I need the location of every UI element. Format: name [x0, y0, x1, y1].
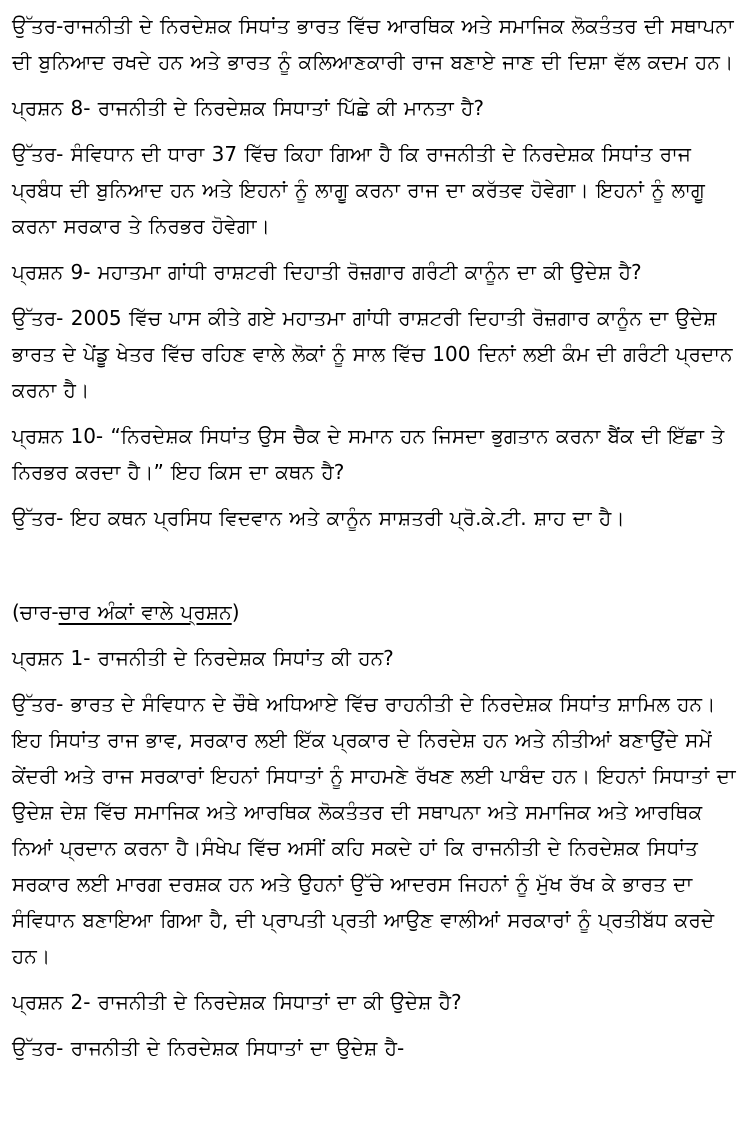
- answer-1: ਉੱਤਰ- ਭਾਰਤ ਦੇ ਸੰਵਿਧਾਨ ਦੇ ਚੌਥੇ ਅਧਿਆਏ ਵਿੱਚ ਰਾਹਨੀਤੀ ਦੇ ਨਿਰਦੇਸ਼ਕ ਸਿਧਾਂਤ ਸ਼ਾਮਿਲ ਹਨ। ਇਹ ਸਿਧਾਂਤ ਰਾਜ ਭਾਵ, ਸਰਕਾਰ ਲਈ ਇੱਕ ਪ੍ਰਕਾਰ ਦੇ ਨਿਰਦੇਸ਼ ਹਨ ਅਤੇ ਨੀਤੀਆਂ ਬਣਾਉਂਦੇ ਸਮੇਂ ਕੇਂਦਰੀ ਅਤੇ ਰਾਜ ਸਰਕਾਰਾਂ ਇਹਨਾਂ ਸਿਧਾਤਾਂ ਨੂੰ ਸਾਹਮਣੇ ਰੱਖਣ ਲਈ ਪਾਬੰਦ ਹਨ। ਇਹਨਾਂ ਸਿਧਾਤਾਂ ਦਾ ਉਦੇਸ਼ ਦੇਸ਼ ਵਿੱਚ ਸਮਾਜਿਕ ਅਤੇ ਆਰਥਿਕ ਲੋਕਤੰਤਰ ਦੀ ਸਥਾਪਨਾ ਅਤੇ ਸਮਾਜਿਕ ਅਤੇ ਆਰਥਿਕ ਨਿਆਂ ਪ੍ਰਦਾਨ ਕਰਨਾ ਹੈ।ਸੰਖੇਪ ਵਿੱਚ ਅਸੀਂ ਕਹਿ ਸਕਦੇ ਹਾਂ ਕਿ ਰਾਜਨੀਤੀ ਦੇ ਨਿਰਦੇਸ਼ਕ ਸਿਧਾਂਤ ਸਰਕਾਰ ਲਈ ਮਾਰਗ ਦਰਸ਼ਕ ਹਨ ਅਤੇ ਉਹਨਾਂ ਉੱਚੇ ਆਦਰਸ ਜਿਹਨਾਂ ਨੂੰ ਮੁੱਖ ਰੱਖ ਕੇ ਭਾਰਤ ਦਾ ਸੰਵਿਧਾਨ ਬਣਾਇਆ ਗਿਆ ਹੈ, ਦੀ ਪ੍ਰਾਪਤੀ ਪ੍ਰਤੀ ਆਉਣ ਵਾਲੀਆਂ ਸਰਕਾਰਾਂ ਨੂੰ ਪ੍ਰਤੀਬੱਧ ਕਰਦੇ ਹਨ।: [12, 692, 736, 968]
- section-heading-prefix: (ਚਾਰ-: [12, 600, 59, 624]
- answer-9: ਉੱਤਰ- 2005 ਵਿੱਚ ਪਾਸ ਕੀਤੇ ਗਏ ਮਹਾਤਮਾ ਗਾਂਧੀ ਰਾਸ਼ਟਰੀ ਦਿਹਾਤੀ ਰੋਜ਼ਗਾਰ ਕਾਨੂੰਨ ਦਾ ਉਦੇਸ਼ ਭਾਰਤ ਦੇ ਪੇਂਡੂ ਖੇਤਰ ਵਿੱਚ ਰਹਿਣ ਵਾਲੇ ਲੋਕਾਂ ਨੂੰ ਸਾਲ ਵਿੱਚ 100 ਦਿਨਾਂ ਲਈ ਕੰਮ ਦੀ ਗਰੰਟੀ ਪ੍ਰਦਾਨ ਕਰਨਾ ਹੈ।: [12, 306, 733, 402]
- section-heading-underlined: ਚਾਰ ਅੰਕਾਂ ਵਾਲੇ ਪ੍ਰਸ਼ਨ: [58, 600, 232, 624]
- section-heading-suffix: ): [231, 600, 240, 624]
- answer-10: ਉੱਤਰ- ਇਹ ਕਥਨ ਪ੍ਰਸਿਧ ਵਿਦਵਾਨ ਅਤੇ ਕਾਨੂੰਨ ਸਾਸ਼ਤਰੀ ਪ੍ਰੋ.ਕੇ.ਟੀ. ਸ਼ਾਹ ਦਾ ਹੈ।: [12, 506, 625, 530]
- answer-2: ਉੱਤਰ- ਰਾਜਨੀਤੀ ਦੇ ਨਿਰਦੇਸ਼ਕ ਸਿਧਾਤਾਂ ਦਾ ਉਦੇਸ਼ ਹੈ-: [12, 1036, 405, 1060]
- question-9: ਪ੍ਰਸ਼ਨ 9- ਮਹਾਤਮਾ ਗਾਂਧੀ ਰਾਸ਼ਟਰੀ ਦਿਹਾਤੀ ਰੋਜ਼ਗਾਰ ਗਰੰਟੀ ਕਾਨੂੰਨ ਦਾ ਕੀ ਉਦੇਸ਼ ਹੈ?: [12, 260, 642, 284]
- question-2: ਪ੍ਰਸ਼ਨ 2- ਰਾਜਨੀਤੀ ਦੇ ਨਿਰਦੇਸ਼ਕ ਸਿਧਾਤਾਂ ਦਾ ਕੀ ਉਦੇਸ਼ ਹੈ?: [12, 990, 462, 1014]
- answer-7-continued: ਉੱਤਰ-ਰਾਜਨੀਤੀ ਦੇ ਨਿਰਦੇਸ਼ਕ ਸਿਧਾਂਤ ਭਾਰਤ ਵਿੱਚ ਆਰਥਿਕ ਅਤੇ ਸਮਾਜਿਕ ਲੋਕਤੰਤਰ ਦੀ ਸਥਾਪਨਾ ਦੀ ਬੁਨਿਆਦ ਰਖਦੇ ਹਨ ਅਤੇ ਭਾਰਤ ਨੂੰ ਕਲਿਆਣਕਾਰੀ ਰਾਜ ਬਣਾਏ ਜਾਣ ਦੀ ਦਿਸ਼ਾ ਵੱਲ ਕਦਮ ਹਨ।: [12, 14, 734, 74]
- question-8: ਪ੍ਰਸ਼ਨ 8- ਰਾਜਨੀਤੀ ਦੇ ਨਿਰਦੇਸ਼ਕ ਸਿਧਾਤਾਂ ਪਿੱਛੇ ਕੀ ਮਾਨਤਾ ਹੈ?: [12, 96, 485, 120]
- question-10: ਪ੍ਰਸ਼ਨ 10- “ਨਿਰਦੇਸ਼ਕ ਸਿਧਾਂਤ ਉਸ ਚੈਕ ਦੇ ਸਮਾਨ ਹਨ ਜਿਸਦਾ ਭੁਗਤਾਨ ਕਰਨਾ ਬੈਂਕ ਦੀ ਇੱਛਾ ਤੇ ਨਿਰਭਰ ਕਰਦਾ ਹੈ।” ਇਹ ਕਿਸ ਦਾ ਕਥਨ ਹੈ?: [12, 424, 725, 484]
- section-heading: [12, 594, 744, 630]
- question-1: ਪ੍ਰਸ਼ਨ 1- ਰਾਜਨੀਤੀ ਦੇ ਨਿਰਦੇਸ਼ਕ ਸਿਧਾਂਤ ਕੀ ਹਨ?: [12, 646, 394, 670]
- answer-8: ਉੱਤਰ- ਸੰਵਿਧਾਨ ਦੀ ਧਾਰਾ 37 ਵਿੱਚ ਕਿਹਾ ਗਿਆ ਹੈ ਕਿ ਰਾਜਨੀਤੀ ਦੇ ਨਿਰਦੇਸ਼ਕ ਸਿਧਾਂਤ ਰਾਜ ਪ੍ਰਬੰਧ ਦੀ ਬੁਨਿਆਦ ਹਨ ਅਤੇ ਇਹਨਾਂ ਨੂੰ ਲਾਗੂ ਕਰਨਾ ਰਾਜ ਦਾ ਕਰੱਤਵ ਹੋਵੇਗਾ। ਇਹਨਾਂ ਨੂੰ ਲਾਗੂ ਕਰਨਾ ਸਰਕਾਰ ਤੇ ਨਿਰਭਰ ਹੋਵੇਗਾ।: [12, 142, 705, 238]
